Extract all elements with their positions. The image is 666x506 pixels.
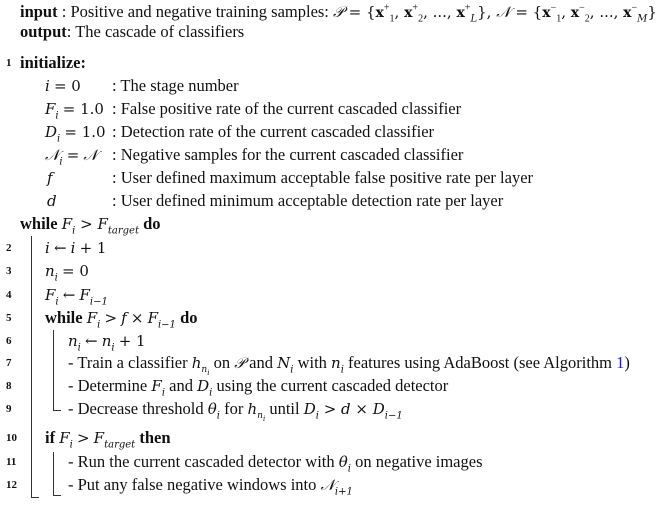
init-desc: : User defined minimum acceptable detection rate per layer bbox=[112, 191, 504, 210]
stmt-put-false-negatives: - Put any false negative windows into 𝒩$_{i+1}$ bbox=[68, 475, 353, 498]
line-number: 3 bbox=[6, 265, 12, 277]
outer-while-block-bracket bbox=[31, 236, 32, 497]
line-number: 11 bbox=[6, 456, 17, 468]
line-number: 6 bbox=[6, 335, 12, 347]
stmt-increment-stage: i ← i + 1 bbox=[45, 239, 107, 257]
positive-set-symbol: 𝒫 bbox=[333, 3, 344, 21]
inner-while-block-end bbox=[53, 410, 61, 411]
input-label: input bbox=[20, 2, 58, 21]
outer-while-block-end bbox=[31, 497, 39, 498]
stmt-determine-rates: - Determine $F_i$ and $D_i$ using the current cascaded detector bbox=[68, 376, 449, 399]
stmt-decrease-threshold: - Decrease threshold $\theta_i$ for $h_{n_i}$ until $D_i > d \times D_{i-1}$ bbox=[68, 399, 403, 424]
init-expr-d: d bbox=[47, 192, 57, 210]
algorithm-reference-link[interactable]: 1 bbox=[616, 353, 625, 372]
outer-while-line: while $F_i > F_{target}$ do bbox=[20, 214, 161, 237]
line-number: 4 bbox=[6, 289, 12, 301]
init-expr-fpr: $F_i = 1.0$ bbox=[45, 100, 104, 122]
init-expr-f: f bbox=[47, 169, 53, 187]
input-line: input : Positive and negative training samples: 𝒫 = {$x^+_1$, $x^+_2$, ..., $x^+_L$}, 𝒩 = {$x^-_1$, $x^-_2$, ..., $x^-_M$} bbox=[20, 2, 657, 25]
if-block-bracket bbox=[53, 452, 54, 495]
initialize-keyword: initialize: bbox=[20, 53, 86, 72]
if-block-end bbox=[53, 495, 61, 496]
output-text: : The cascade of classifiers bbox=[66, 22, 245, 41]
if-line: if $F_i > F_{target}$ then bbox=[45, 428, 171, 451]
line-number: 5 bbox=[6, 312, 12, 324]
init-desc: : False positive rate of the current cascaded classifier bbox=[112, 99, 462, 118]
line-number: 1 bbox=[6, 57, 12, 69]
line-number: 9 bbox=[6, 403, 12, 415]
init-expr-stage: i = 0 bbox=[45, 77, 81, 95]
input-text: : Positive and negative training samples: bbox=[61, 2, 334, 21]
stmt-increment-features: $n_i$ ← $n_i + 1$ bbox=[68, 332, 146, 354]
init-desc: : Negative samples for the current cascaded classifier bbox=[112, 145, 464, 164]
output-label: output bbox=[20, 22, 67, 41]
init-desc: : The stage number bbox=[112, 76, 239, 95]
line-number: 7 bbox=[6, 357, 12, 369]
init-desc: : Detection rate of the current cascaded classifier bbox=[112, 122, 435, 141]
negative-set-symbol: 𝒩 bbox=[496, 3, 511, 21]
init-desc: : User defined maximum acceptable false positive rate per layer bbox=[112, 168, 534, 187]
init-expr-negatives: 𝒩$_i$ = 𝒩 bbox=[45, 146, 98, 168]
line-number: 12 bbox=[6, 479, 17, 491]
output-line bbox=[20, 22, 244, 42]
line-number: 10 bbox=[6, 432, 17, 444]
stmt-train-classifier: - Train a classifier $h_{n_i}$ on 𝒫 and $N_i$ with $n_i$ features using AdaBoost (see Algorithm 1) bbox=[68, 353, 630, 378]
stmt-run-detector: - Run the current cascaded detector with $\theta_i$ on negative images bbox=[68, 452, 483, 475]
inner-while-block-bracket bbox=[53, 330, 54, 410]
init-expr-detection: $D_i = 1.0$ bbox=[45, 123, 106, 145]
stmt-assign-fpr: $F_i$ ← $F_{i-1}$ bbox=[45, 286, 108, 308]
line-number: 2 bbox=[6, 242, 12, 254]
line-number: 8 bbox=[6, 380, 12, 392]
inner-while-line: while $F_i > f \times F_{i-1}$ do bbox=[45, 308, 198, 331]
stmt-reset-features: $n_i = 0$ bbox=[45, 262, 89, 284]
